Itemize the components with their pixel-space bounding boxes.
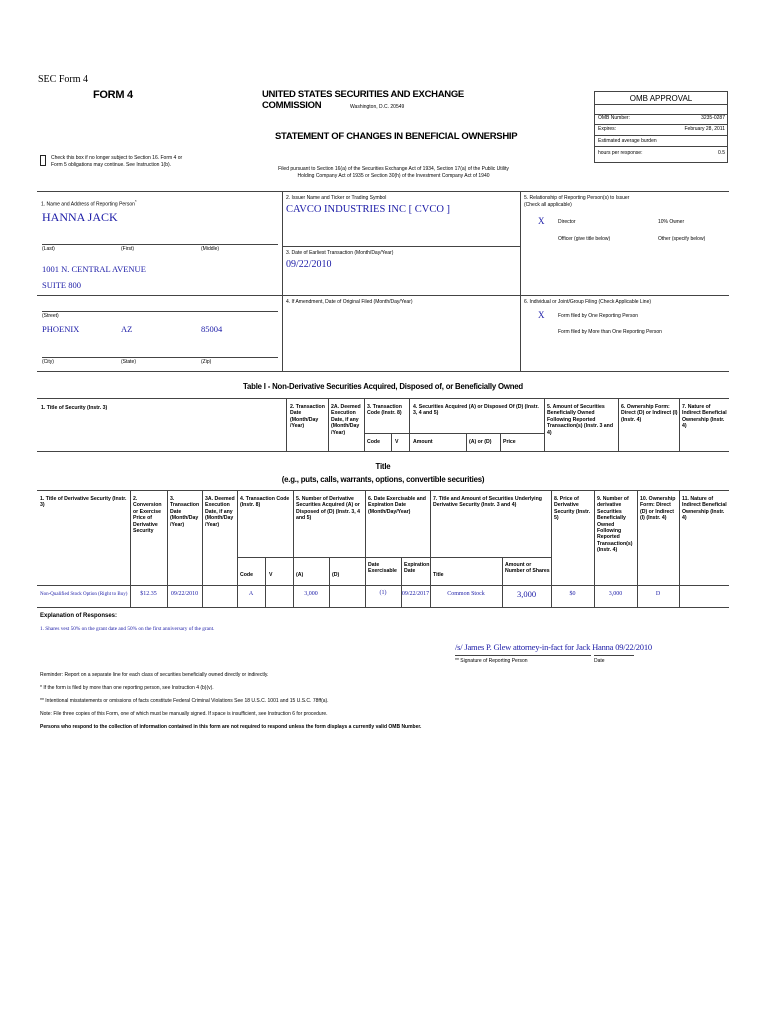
no-longer-subject-checkbox[interactable] [40, 155, 46, 166]
director-label: Director [558, 219, 576, 225]
first-label: (First) [121, 246, 135, 252]
reporting-person-asterisk: * [134, 199, 137, 204]
last-label: (Last) [42, 246, 55, 252]
checkbox-note-line2: Form 5 obligations may continue. See Instruction 1(b). [51, 161, 172, 168]
footer-note-3: Note: File three copies of this Form, one of which must be manually signed. If space is insufficient, see Instruction 6 for procedure. [40, 711, 328, 717]
officer-label: Officer (give title below) [558, 236, 611, 242]
other-label: Other (specify below) [658, 236, 706, 242]
issuer-label: 2. Issuer Name and Ticker or Trading Symbol [286, 195, 387, 201]
filed-pursuant [271, 166, 516, 179]
state-value: AZ [121, 324, 133, 334]
relationship-label-line2: (Check all applicable) [524, 201, 572, 208]
issuer-name [286, 204, 450, 215]
signature-label: ** Signature of Reporting Person [455, 658, 528, 664]
omb-number: 3235-0287 [701, 115, 725, 121]
table2-col-price: 8. Price of Derivative Security (Instr. 5) [554, 496, 591, 522]
table1-col-title: 1. Title of Security (Instr. 3) [41, 405, 108, 411]
table1-col-form: 6. Ownership Form: Direct (D) or Indirect (I) (Instr. 4) [621, 404, 678, 423]
state-label: (State) [121, 359, 137, 365]
table2-sub-d: (D) [332, 572, 340, 578]
filing-label: 6. Individual or Joint/Group Filing (Check Applicable Line) [524, 299, 652, 305]
table2-col-nature: 11. Nature of Indirect Beneficial Ownership (Instr. 4) [682, 496, 727, 522]
commission-title: UNITED STATES SECURITIES AND EXCHANGE COMMISSION [262, 89, 464, 111]
table2-sub-code: Code [240, 572, 253, 578]
reporting-person-label [41, 199, 137, 208]
ten-percent-owner-label: 10% Owner [658, 219, 685, 225]
table2-col-title: 1. Title of Derivative Security (Instr. 3) [40, 496, 127, 509]
explanation-note-1: 1. Shares vest 50% on the grant date and 50% on the first anniversary of the grant. [40, 626, 215, 632]
omb-burden-label: Estimated average burden [598, 138, 657, 144]
table1-title: Table I - Non-Derivative Securities Acquired, Disposed of, or Beneficially Owned [243, 382, 523, 391]
statement-title: STATEMENT OF CHANGES IN BENEFICIAL OWNERSHIP [275, 131, 518, 142]
signature-date-label: Date [594, 658, 605, 664]
filed-pursuant-line1: Filed pursuant to Section 16(a) of the Securities Exchange Act of 1934, Section 17(a) of the Public Utility [278, 166, 509, 172]
checkbox-note [51, 155, 182, 168]
table1-sub-price: Price [503, 439, 516, 445]
table2-row-acquired: 3,000 [304, 591, 318, 597]
omb-hours: 0.5 [718, 150, 725, 156]
director-mark[interactable]: X [538, 216, 545, 226]
table2-sub-v: V [269, 572, 273, 578]
table2-sub-title: Title [433, 572, 444, 578]
table1-sub-amount: Amount [413, 439, 433, 445]
zip-label: (Zip) [201, 359, 212, 365]
one-reporting-person-mark[interactable]: X [538, 310, 545, 320]
footer-note-4: Persons who respond to the collection of information contained in this form are not required to respond unless the form displays a currently valid OMB Number. [40, 724, 422, 730]
omb-title: OMB APPROVAL [629, 94, 693, 103]
table2-subtitle: (e.g., puts, calls, warrants, options, convertible securities) [281, 475, 485, 484]
table1-col-owned: 5. Amount of Securities Beneficially Owned Following Reported Transaction(s) (Instr. 3 and 4) [547, 404, 614, 436]
signature-text: /s/ James P. Glew attorney-in-fact for Jack Hanna [455, 642, 614, 652]
table2-row-security: Non-Qualified Stock Option (Right to Buy) [40, 592, 128, 597]
explanation-label: Explanation of Responses: [40, 613, 118, 619]
table2-row-date: 09/22/2010 [170, 591, 199, 597]
table2-col-form: 10. Ownership Form: Direct (D) or Indirect (I) (Instr. 4) [640, 496, 676, 522]
filed-pursuant-line2: Holding Company Act of 1935 or Section 30(h) of the Investment Company Act of 1940 [297, 172, 490, 179]
street-label: (Street) [42, 313, 59, 319]
table2-col-underlying: 7. Title and Amount of Securities Underlying Derivative Security (Instr. 3 and 4) [433, 496, 542, 509]
footer-note-1: * If the form is filed by more than one reporting person, see Instruction 4 (b)(v). [40, 685, 214, 691]
table2-row-owned: 3,000 [608, 591, 623, 597]
table2-row-code: A [248, 591, 254, 597]
omb-expires-label: Expires: [598, 126, 617, 132]
table2-sub-date-exercisable: Date Exercisable [368, 562, 397, 575]
amendment-label: 4. If Amendment, Date of Original Filed (Month/Day/Year) [286, 299, 413, 305]
multiple-reporting-persons-label: Form filed by More than One Reporting Person [558, 329, 662, 335]
table2-row-shares: 3,000 [516, 589, 537, 599]
table2-row-expiration: 09/22/2017 [401, 591, 430, 597]
table2-col-code: 4. Transaction Code (Instr. 8) [240, 496, 290, 509]
table1-col-nature: 7. Nature of Indirect Beneficial Ownership (Instr. 4) [682, 404, 727, 430]
reporting-person-name: HANNA JACK [42, 210, 118, 224]
table2-title: Title [375, 462, 391, 471]
table2-sub-a: (A) [296, 572, 304, 578]
table2-row-deriv-price: $0 [569, 591, 576, 597]
one-reporting-person-label: Form filed by One Reporting Person [558, 313, 639, 319]
table2-row-form: D [655, 591, 661, 597]
table2-row-exercisable: (1) [379, 590, 387, 596]
city-value: PHOENIX [42, 324, 80, 334]
table2-col-number: 5. Number of Derivative Securities Acquired (A) or Disposed of (D) (Instr. 3, 4 and 5) [296, 496, 360, 522]
earliest-transaction-label: 3. Date of Earliest Transaction (Month/Day/Year) [286, 250, 394, 256]
table2-col-conversion: 2. Conversion or Exercise Price of Derivative Security [133, 496, 162, 535]
issuer-name-text: CAVCO INDUSTRIES INC [286, 204, 406, 215]
checkbox-note-line1: Check this box if no longer subject to Section 16. Form 4 or [51, 155, 183, 161]
address-line1: 1001 N. CENTRAL AVENUE [42, 264, 146, 274]
table2-col-exercisable: 6. Date Exercisable and Expiration Date (Month/Day/Year) [368, 496, 426, 515]
form-title: FORM 4 [93, 89, 133, 101]
table1-sub-a-or-d: (A) or (D) [469, 439, 492, 445]
table2-sub-amount-shares: Amount or Number of Shares [505, 562, 550, 575]
relationship-label-line1: 5. Relationship of Reporting Person(s) to Issuer [524, 195, 630, 201]
table2-row-title: Common Stock [447, 591, 485, 597]
table1-col-deemed: 2A. Deemed Execution Date, if any (Month/Day /Year) [331, 404, 361, 436]
issuer-ticker: [ CVCO ] [408, 204, 451, 215]
table1-sub-code: Code [367, 439, 380, 445]
zip-value: 85004 [201, 324, 223, 334]
table2-col-deemed: 3A. Deemed Execution Date, if any (Month/Day /Year) [205, 496, 235, 528]
table1-col-acquired: 4. Securities Acquired (A) or Disposed Of (D) (Instr. 3, 4 and 5) [413, 404, 539, 417]
sec-form-label: SEC Form 4 [38, 74, 89, 85]
middle-label: (Middle) [201, 246, 220, 252]
omb-number-label: OMB Number: [598, 115, 630, 121]
reporting-person-label-text: 1. Name and Address of Reporting Person [41, 201, 135, 208]
table2-col-owned: 9. Number of derivative Securities Beneficially Owned Following Reported Transaction(s) (Instr. 4) [597, 496, 633, 554]
footer-reminder: Reminder: Report on a separate line for each class of securities beneficially owned directly or indirectly. [40, 672, 269, 678]
omb-hours-label: hours per response: [598, 150, 643, 156]
commission-city: Washington, D.C. 20549 [350, 104, 405, 110]
table2-sub-expiration-date: Expiration Date [404, 562, 430, 575]
signature-date: 09/22/2010 [615, 642, 652, 652]
table1-col-date: 2. Transaction Date (Month/Day /Year) [290, 404, 325, 430]
signature [455, 642, 652, 652]
footer-note-2: ** Intentional misstatements or omissions of facts constitute Federal Criminal Violations See 18 U.S.C. 1001 and 15 U.S.C. 78ff(a). [40, 698, 329, 704]
earliest-transaction-date: 09/22/2010 [286, 259, 332, 270]
address-line2: SUITE 800 [42, 280, 81, 290]
table1-col-code: 3. Transaction Code (Instr. 8) [367, 404, 402, 417]
relationship-label [524, 195, 629, 208]
omb-expires: February 28, 2011 [684, 126, 725, 132]
city-label: (City) [42, 359, 54, 365]
table2-row-price: $12.35 [140, 591, 157, 597]
table2-col-date: 3. Transaction Date (Month/Day /Year) [170, 496, 200, 528]
table1-sub-v: V [395, 439, 399, 445]
